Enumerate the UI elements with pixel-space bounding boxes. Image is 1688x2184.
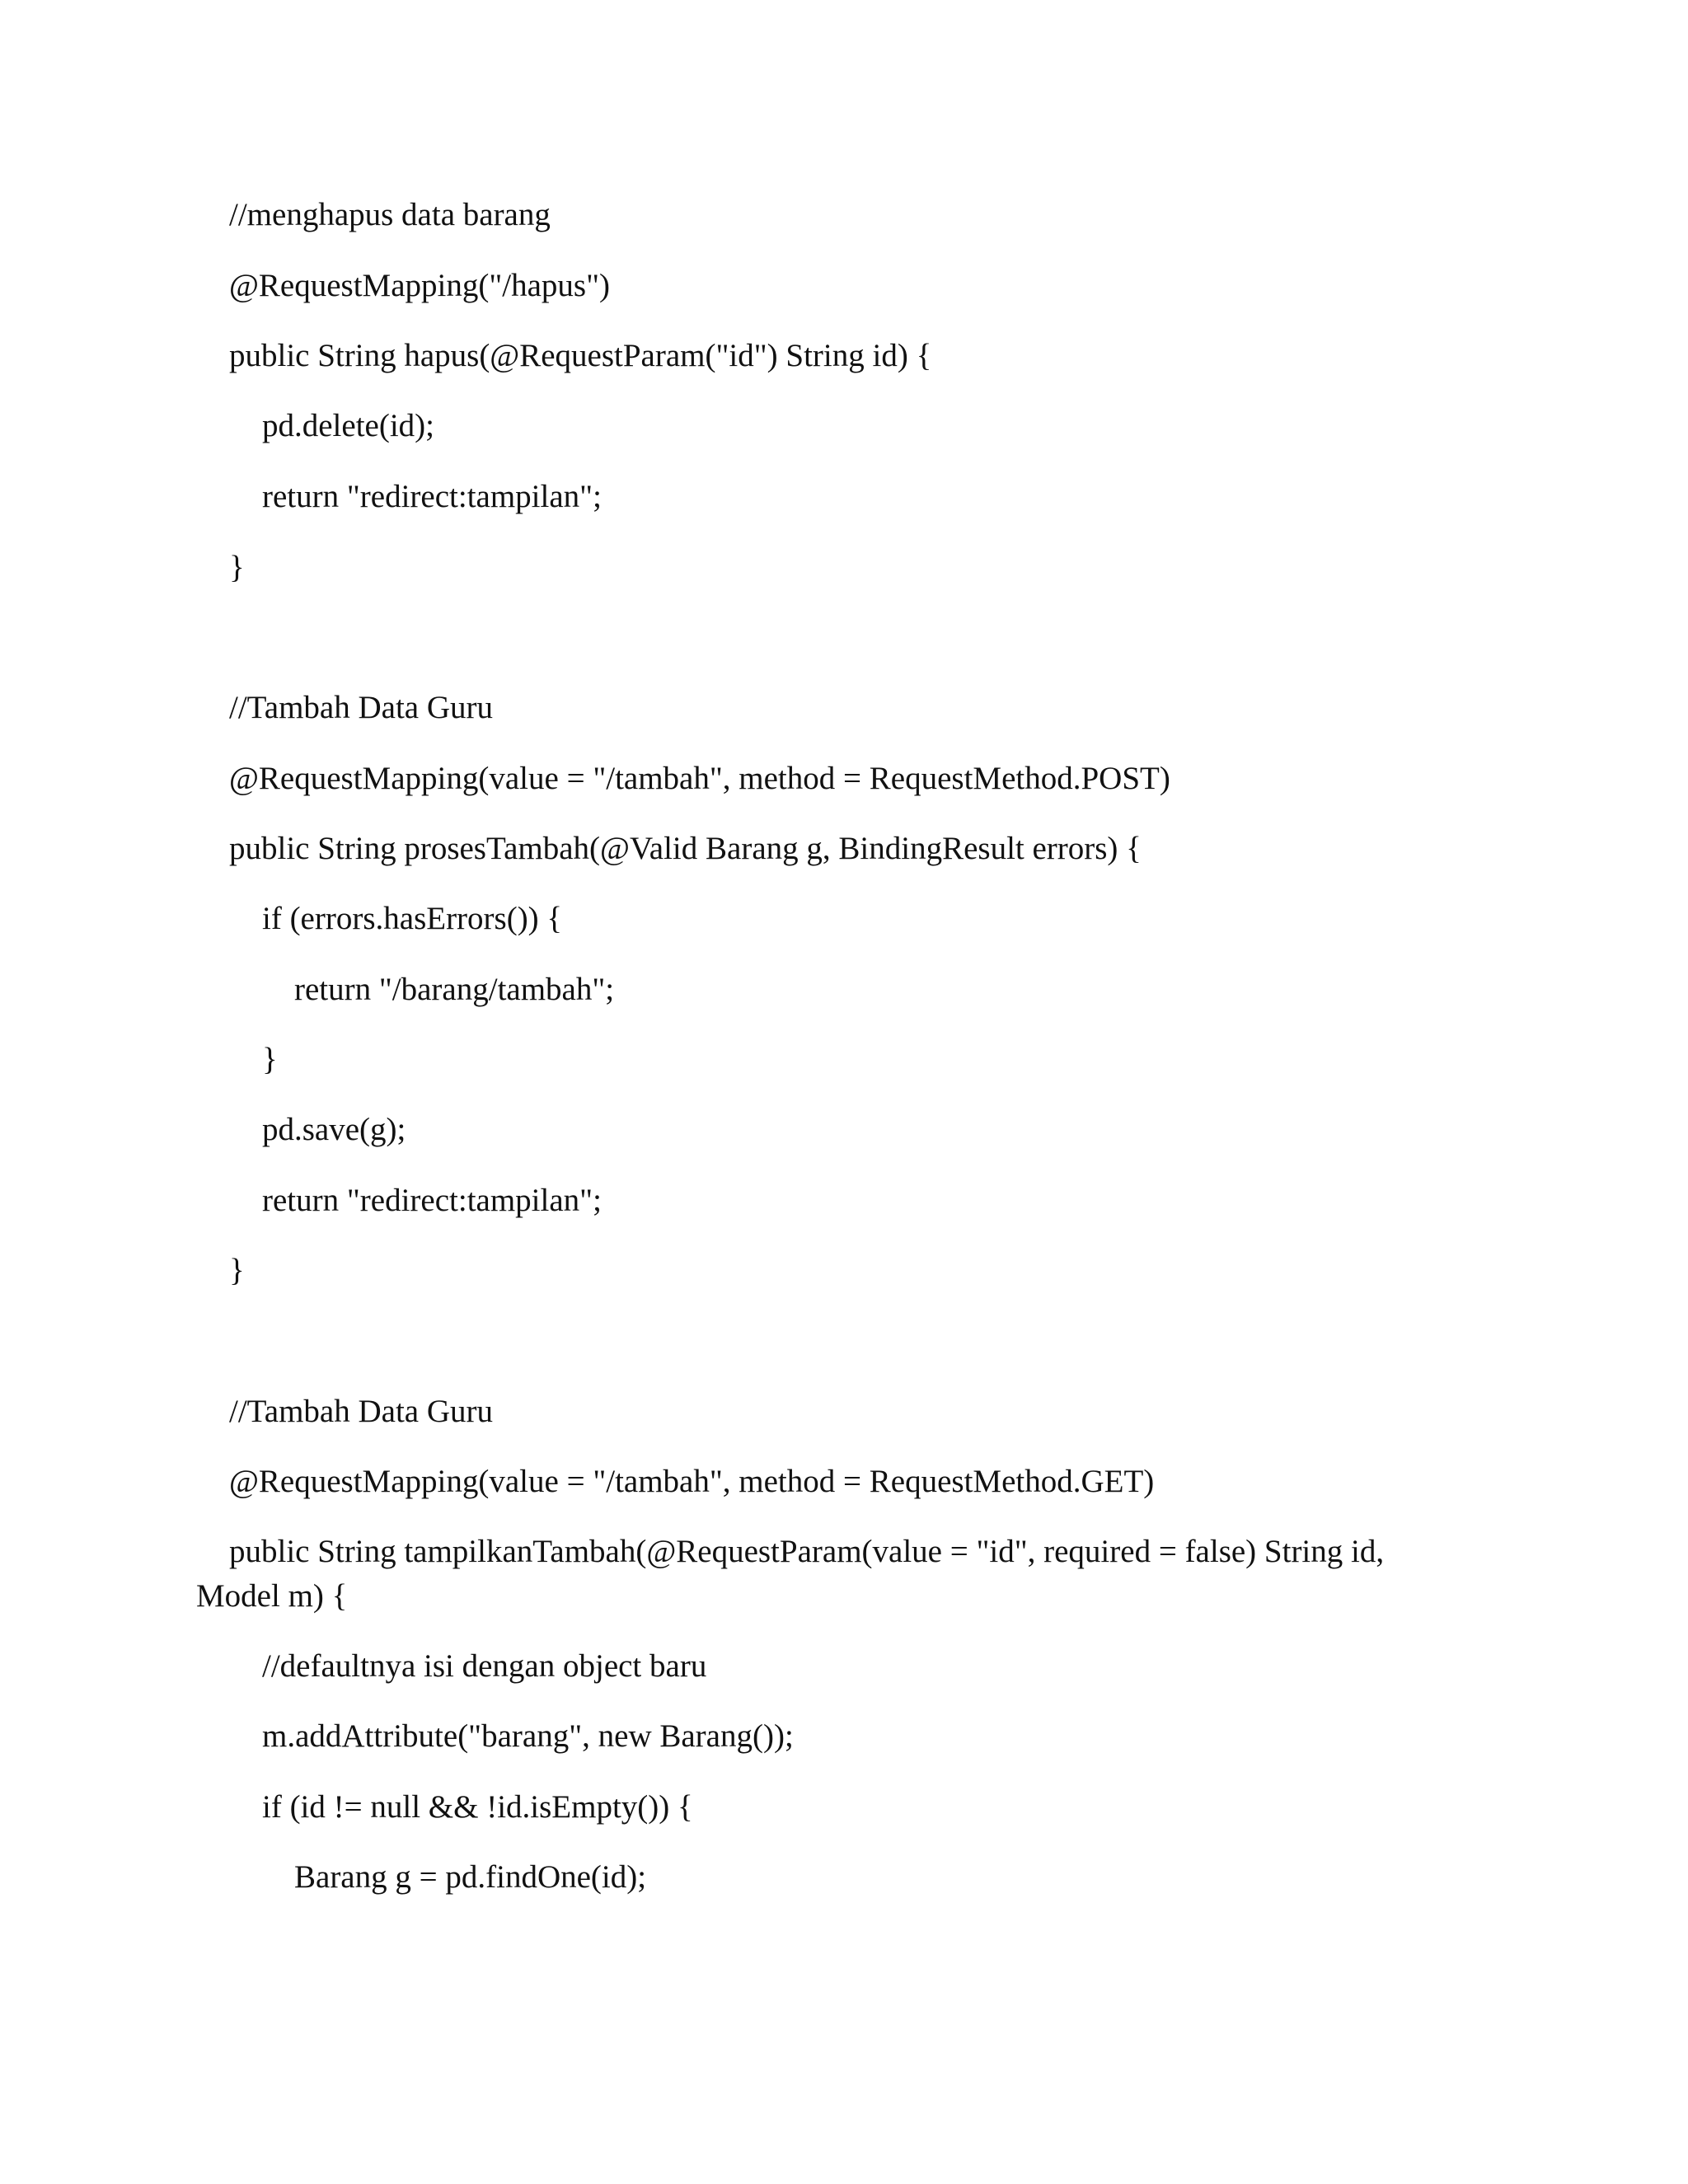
code-closing-brace: } (262, 1042, 278, 1077)
code-statement: return "redirect:tampilan"; (262, 1183, 602, 1218)
code-statement: return "/barang/tambah"; (294, 972, 615, 1007)
code-method-signature: public String tampilkanTambah(@RequestParam(value = "id", required = false) String id, (229, 1534, 1385, 1569)
code-statement: if (errors.hasErrors()) { (262, 901, 563, 936)
code-annotation: @RequestMapping(value = "/tambah", method = RequestMethod.GET) (229, 1464, 1155, 1499)
code-comment: //Tambah Data Guru (229, 690, 493, 725)
code-comment: //menghapus data barang (229, 197, 551, 232)
code-statement: if (id != null && !id.isEmpty()) { (262, 1789, 693, 1825)
code-annotation: @RequestMapping("/hapus") (229, 268, 611, 303)
code-method-signature: public String prosesTambah(@Valid Barang g, BindingResult errors) { (229, 831, 1142, 866)
code-comment: //Tambah Data Guru (229, 1394, 493, 1429)
code-method-signature: public String hapus(@RequestParam("id") String id) { (229, 338, 932, 373)
code-closing-brace: } (229, 1253, 245, 1288)
code-statement: Barang g = pd.findOne(id); (294, 1859, 647, 1895)
code-annotation: @RequestMapping(value = "/tambah", method = RequestMethod.POST) (229, 761, 1170, 796)
code-statement: return "redirect:tampilan"; (262, 479, 602, 514)
code-statement: m.addAttribute("barang", new Barang()); (262, 1718, 794, 1754)
code-statement: pd.delete(id); (262, 408, 434, 443)
code-method-signature-continuation: Model m) { (196, 1578, 348, 1614)
code-closing-brace: } (229, 550, 245, 585)
code-statement: pd.save(g); (262, 1112, 406, 1147)
code-comment: //defaultnya isi dengan object baru (262, 1648, 707, 1684)
